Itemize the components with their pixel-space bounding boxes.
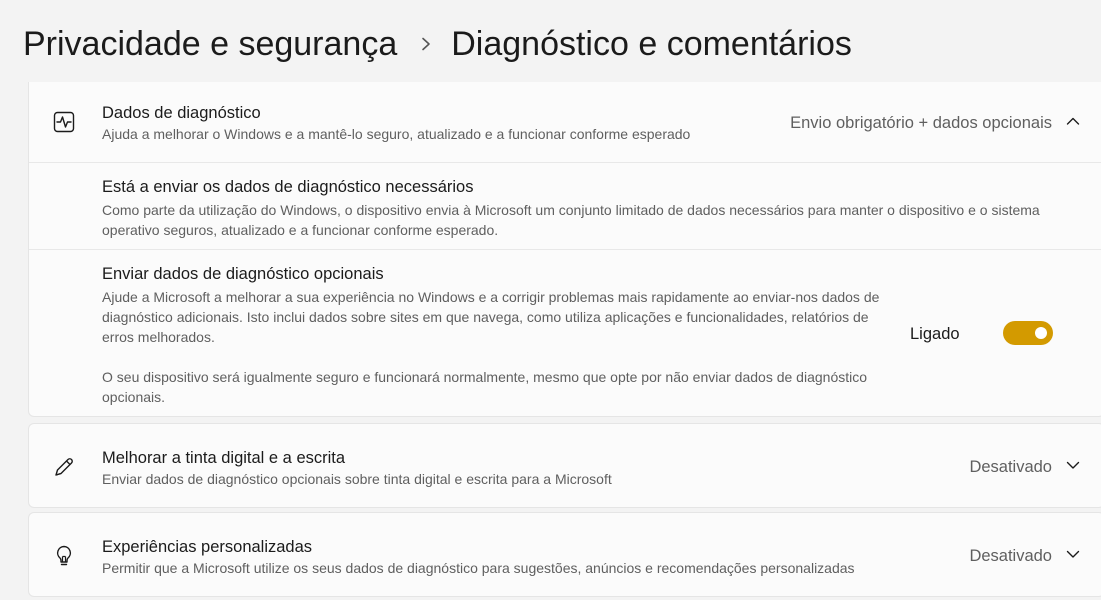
diagnostic-data-card (28, 82, 1101, 417)
inking-value: Desativado (969, 458, 1052, 476)
inking-description: Enviar dados de diagnóstico opcionais sobre tinta digital e escrita para a Microsoft (102, 471, 612, 487)
chevron-right-icon (411, 22, 441, 66)
breadcrumb-parent[interactable]: Privacidade e segurança (23, 25, 398, 63)
page-title: Diagnóstico e comentários (451, 25, 852, 63)
pen-icon (51, 454, 77, 480)
optional-data-toggle[interactable] (1003, 321, 1053, 345)
optional-data-title: Enviar dados de diagnóstico opcionais (102, 265, 384, 283)
diagnostic-data-header[interactable] (29, 82, 1101, 162)
chevron-up-icon[interactable] (1064, 112, 1082, 130)
toggle-knob (1035, 327, 1047, 339)
inking-title: Melhorar a tinta digital e a escrita (102, 449, 346, 467)
tailored-experiences-card[interactable] (28, 512, 1101, 597)
tailored-experiences-title: Experiências personalizadas (102, 538, 313, 556)
required-data-description: Como parte da utilização do Windows, o dispositivo envia à Microsoft um conjunto limitado de dados necessários para manter o dispositivo e o sistema operativo seguros, atualizado e a funcionar conforme esperado. (102, 202, 1040, 238)
tailored-experiences-value: Desativado (969, 547, 1052, 565)
required-data-title: Está a enviar os dados de diagnóstico necessários (102, 178, 474, 196)
diagnostic-data-title: Dados de diagnóstico (102, 104, 261, 122)
chevron-down-icon[interactable] (1064, 545, 1082, 563)
breadcrumb (23, 22, 852, 66)
optional-data-section (29, 250, 1101, 416)
diagnostic-data-description: Ajuda a melhorar o Windows e a mantê-lo seguro, atualizado e a funcionar conforme esperado (102, 126, 691, 142)
lightbulb-icon (51, 543, 77, 569)
optional-data-note: O seu dispositivo será igualmente seguro e funcionará normalmente, mesmo que opte por não enviar dados de diagnóstico opcionais. (102, 369, 868, 405)
diagnostic-data-value: Envio obrigatório + dados opcionais (790, 114, 1052, 132)
optional-data-toggle-label: Ligado (910, 325, 960, 343)
chevron-down-icon[interactable] (1064, 456, 1082, 474)
inking-card[interactable] (28, 423, 1101, 508)
activity-icon (51, 109, 77, 135)
required-data-section (29, 163, 1101, 249)
optional-data-description: Ajude a Microsoft a melhorar a sua experiência no Windows e a corrigir problemas mais rapidamente ao enviar-nos dados de diagnóstico adicionais. Isto inclui dados sobre sites em que navega, como utiliza aplicações e funcionalidades, relatórios de erros melhorados. (102, 289, 880, 345)
tailored-experiences-description: Permitir que a Microsoft utilize os seus dados de diagnóstico para sugestões, anúncios e recomendações personalizadas (102, 560, 855, 576)
